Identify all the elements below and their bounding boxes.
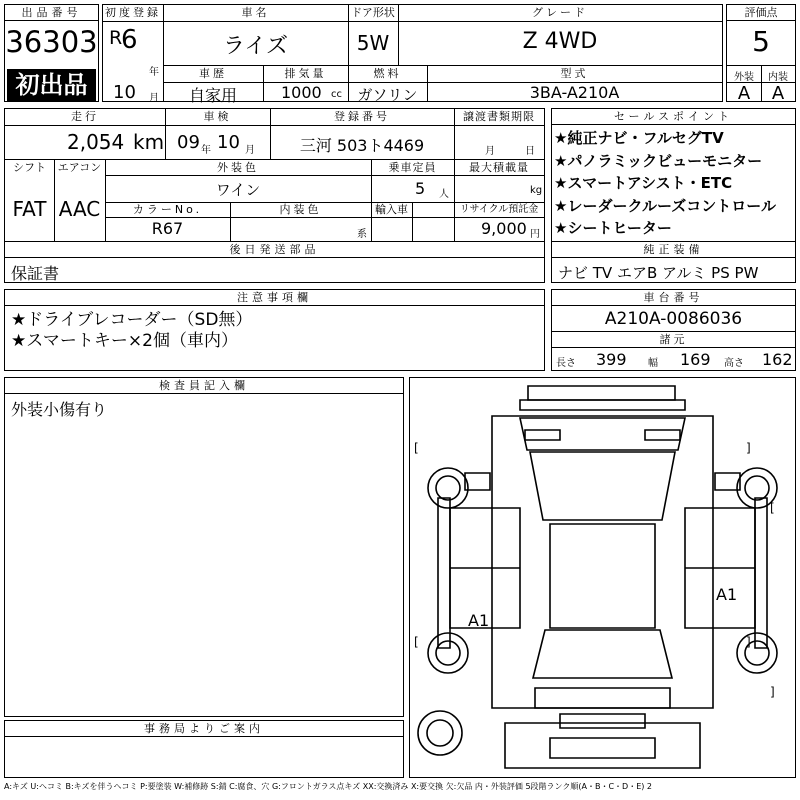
damage-mark-left: A1 bbox=[468, 611, 490, 630]
svg-text:[: [ bbox=[414, 635, 419, 649]
caution-label: 注意事項欄 bbox=[5, 290, 544, 306]
capacity-value: 5 bbox=[415, 179, 426, 198]
door-value: 5W bbox=[356, 31, 390, 55]
equipment-box bbox=[551, 241, 796, 283]
int-score-value: A bbox=[771, 83, 785, 104]
model-label: 型式 bbox=[560, 67, 589, 80]
capacity-unit: 人 bbox=[439, 189, 449, 200]
equipment-label: 純正装備 bbox=[552, 242, 795, 258]
ext-color-label: 外装色 bbox=[217, 161, 259, 174]
office-box bbox=[4, 720, 404, 778]
lot-label: 出品番号 bbox=[5, 5, 98, 21]
displacement-value: 1000 bbox=[281, 83, 322, 102]
list-item: ★パノラミックビューモニター bbox=[554, 151, 763, 170]
first-listing-badge: 初出品 bbox=[7, 69, 96, 101]
svg-text:[: [ bbox=[770, 501, 775, 515]
office-label: 事務局よりご案内 bbox=[5, 721, 403, 737]
sales-points-box bbox=[551, 108, 796, 242]
door-label: ドア形状 bbox=[351, 6, 395, 19]
score-label: 評価点 bbox=[727, 5, 795, 21]
caution-line-2: ★スマートキー×2個（車内） bbox=[11, 331, 238, 351]
svg-text:]: ] bbox=[746, 441, 751, 455]
svg-text:]: ] bbox=[770, 685, 775, 699]
inspection-month: 10 bbox=[217, 132, 240, 153]
lot-box bbox=[4, 4, 99, 102]
inspector-box bbox=[4, 377, 404, 717]
ext-color-value: ワイン bbox=[215, 181, 261, 199]
mileage-unit: km bbox=[133, 130, 165, 154]
recycle-unit: 円 bbox=[530, 229, 540, 240]
score-value: 5 bbox=[752, 25, 770, 58]
color-no-value: R67 bbox=[151, 219, 184, 238]
svg-text:]: ] bbox=[746, 635, 751, 649]
first-reg-month: 10 bbox=[113, 82, 136, 103]
history-label: 車歴 bbox=[199, 67, 227, 80]
chassis-value: A210A-0086036 bbox=[604, 309, 743, 329]
transfer-label: 譲渡書類期限 bbox=[463, 110, 535, 123]
capacity-label: 乗車定員 bbox=[388, 161, 437, 174]
list-item: ★スマートアシスト・ETC bbox=[554, 174, 733, 192]
ext-score-label: 外装 bbox=[734, 72, 754, 83]
max-load-unit: kg bbox=[530, 185, 543, 196]
damage-mark-right: A1 bbox=[716, 585, 738, 604]
mileage-value: 2,054 bbox=[67, 130, 125, 154]
reg-no-label: 登録番号 bbox=[334, 110, 390, 123]
score-box bbox=[726, 4, 796, 102]
sales-points-label: セールスポイント bbox=[552, 109, 795, 125]
grade-label: グレード bbox=[532, 6, 588, 19]
transfer-month-unit: 月 bbox=[485, 146, 495, 157]
import-label: 輸入車 bbox=[375, 203, 408, 216]
first-reg-year-unit: 年 bbox=[149, 67, 159, 78]
int-color-unit: 系 bbox=[357, 229, 367, 240]
main-info-box bbox=[102, 4, 723, 105]
first-reg-month-unit: 月 bbox=[149, 93, 159, 104]
model-value: 3BA-A210A bbox=[529, 83, 620, 102]
equipment-value: ナビ TV エアB アルミ PS PW bbox=[558, 264, 759, 282]
first-reg-label: 初度登録 bbox=[105, 6, 161, 19]
specs-label: 諸元 bbox=[659, 333, 688, 346]
car-name-value: ライズ bbox=[222, 34, 289, 59]
chassis-label: 車台番号 bbox=[552, 290, 795, 306]
list-item: ★レーダークルーズコントロール bbox=[554, 196, 776, 215]
length-value: 399 bbox=[596, 350, 627, 369]
inspector-label: 検査員記入欄 bbox=[5, 378, 403, 394]
list-item: ★純正ナビ・フルセグTV bbox=[554, 129, 724, 147]
svg-text:[: [ bbox=[414, 441, 419, 455]
inspection-month-unit: 月 bbox=[245, 145, 255, 156]
width-label: 幅 bbox=[648, 358, 658, 369]
grade-value: Z 4WD bbox=[522, 29, 598, 54]
sales-points-list bbox=[554, 127, 795, 240]
max-load-label: 最大積載量 bbox=[469, 161, 529, 174]
later-parts-value: 保証書 bbox=[11, 264, 60, 283]
list-item: ★シートヒーター bbox=[554, 219, 672, 237]
displacement-label: 排気量 bbox=[284, 67, 327, 80]
int-score-label: 内装 bbox=[768, 72, 788, 83]
caution-line-1: ★ドライブレコーダー（SD無） bbox=[11, 310, 253, 330]
ext-score-value: A bbox=[737, 83, 751, 104]
mileage-label: 走行 bbox=[71, 110, 99, 123]
aircon-value: AAC bbox=[58, 197, 101, 221]
later-parts-box bbox=[4, 241, 545, 283]
height-label: 高さ bbox=[724, 358, 744, 369]
chassis-box bbox=[551, 289, 796, 371]
car-diagram-drawing bbox=[410, 378, 795, 777]
int-color-label: 内装色 bbox=[279, 203, 322, 216]
recycle-value: 9,000 bbox=[481, 219, 527, 238]
first-reg-year: 6 bbox=[121, 25, 138, 55]
legend-text: A:キズ U:ヘコミ B:キズを伴うヘコミ P:要塗装 W:補修跡 S:錆 C:腐食、穴 G:フロントガラス点キズ XX:交換済み X:要交換 欠:欠品 内・外装評価 5段階ランク順(A・B・C・D・E) 2 bbox=[4, 782, 653, 791]
first-reg-era: R bbox=[109, 27, 123, 49]
fuel-value: ガソリン bbox=[357, 86, 418, 104]
inspection-year: 09 bbox=[177, 132, 200, 153]
later-parts-label: 後日発送部品 bbox=[5, 242, 544, 258]
lot-number: 36303 bbox=[5, 25, 98, 59]
vehicle-detail-box bbox=[4, 108, 545, 242]
history-value: 自家用 bbox=[188, 86, 237, 105]
reg-no-value: 三河 503ト4469 bbox=[299, 136, 425, 155]
car-name-label: 車名 bbox=[241, 6, 270, 19]
caution-box bbox=[4, 289, 545, 371]
inspection-label: 車検 bbox=[203, 110, 232, 123]
inspector-value: 外装小傷有り bbox=[11, 400, 108, 419]
displacement-unit: cc bbox=[331, 89, 342, 100]
aircon-label: エアコン bbox=[57, 161, 102, 174]
length-label: 長さ bbox=[556, 358, 576, 369]
shift-label: シフト bbox=[13, 161, 46, 174]
inspection-year-unit: 年 bbox=[201, 145, 211, 156]
transfer-day-unit: 日 bbox=[525, 146, 535, 157]
height-value: 162 bbox=[762, 350, 793, 369]
color-no-label: カラーNo. bbox=[132, 203, 203, 216]
fuel-label: 燃料 bbox=[373, 67, 402, 80]
car-diagram bbox=[409, 377, 796, 778]
width-value: 169 bbox=[680, 350, 711, 369]
shift-value: FAT bbox=[12, 197, 47, 221]
recycle-label: リサイクル預託金 bbox=[459, 204, 539, 215]
